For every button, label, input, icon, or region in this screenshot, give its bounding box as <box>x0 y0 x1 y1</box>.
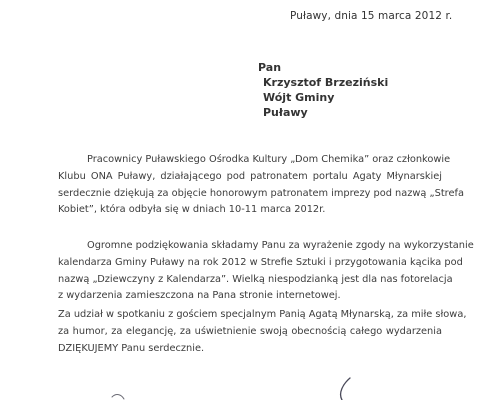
paragraph-line: Kobiet”, która odbyła się w dniach 10-11 marca 2012r. <box>58 204 326 216</box>
paragraph-line: Klubu ONA Puławy, działającego pod patronatem portalu Agaty Młynarskiej <box>58 170 442 182</box>
signature-mark <box>0 360 495 400</box>
paragraph-line: Za udział w spotkaniu z gościem specjalnym Panią Agatą Młynarską, za miłe słowa, <box>58 309 467 320</box>
paragraph-line: serdecznie dziękują za objęcie honorowym patronatem imprezy pod nazwą „Strefa <box>58 187 464 199</box>
paragraph-line: DZIĘKUJEMY Panu serdecznie. <box>58 342 205 354</box>
addressee-name: Krzysztof Brzeziński <box>263 76 389 89</box>
addressee-block <box>258 60 388 120</box>
place-date: Puławy, dnia 15 marca 2012 r. <box>290 10 453 22</box>
paragraph-line: Ogromne podziękowania składamy Panu za wyrażenie zgody na wykorzystanie <box>87 240 474 251</box>
addressee-salutation: Pan <box>258 61 282 74</box>
paragraph-line: z wydarzenia zamieszczona na Pana stronie internetowej. <box>58 290 341 302</box>
paragraph-line: za humor, za elegancję, za uświetnienie swoją obecnością całego wydarzenia <box>58 325 442 337</box>
signature-stroke-left <box>112 395 124 399</box>
addressee-title: Wójt Gminy <box>263 91 335 104</box>
paragraph-thanks-participation <box>58 307 467 357</box>
paragraph-line: nazwą „Dziewczyny z Kalendarza”. Wielką niespodzianką jest dla nas fotorelacja <box>58 273 453 285</box>
paragraph-thanks-patronage <box>58 152 464 219</box>
addressee-place: Puławy <box>263 106 308 119</box>
paragraph-line: Pracownicy Puławskiego Ośrodka Kultury „Dom Chemika” oraz członkowie <box>87 154 451 165</box>
paragraph-line: kalendarza Gminy Puławy na rok 2012 w Strefie Sztuki i przygotowania kącika pod <box>58 256 463 268</box>
paragraph-thanks-calendar <box>58 238 474 305</box>
signature-stroke-right <box>341 378 350 400</box>
